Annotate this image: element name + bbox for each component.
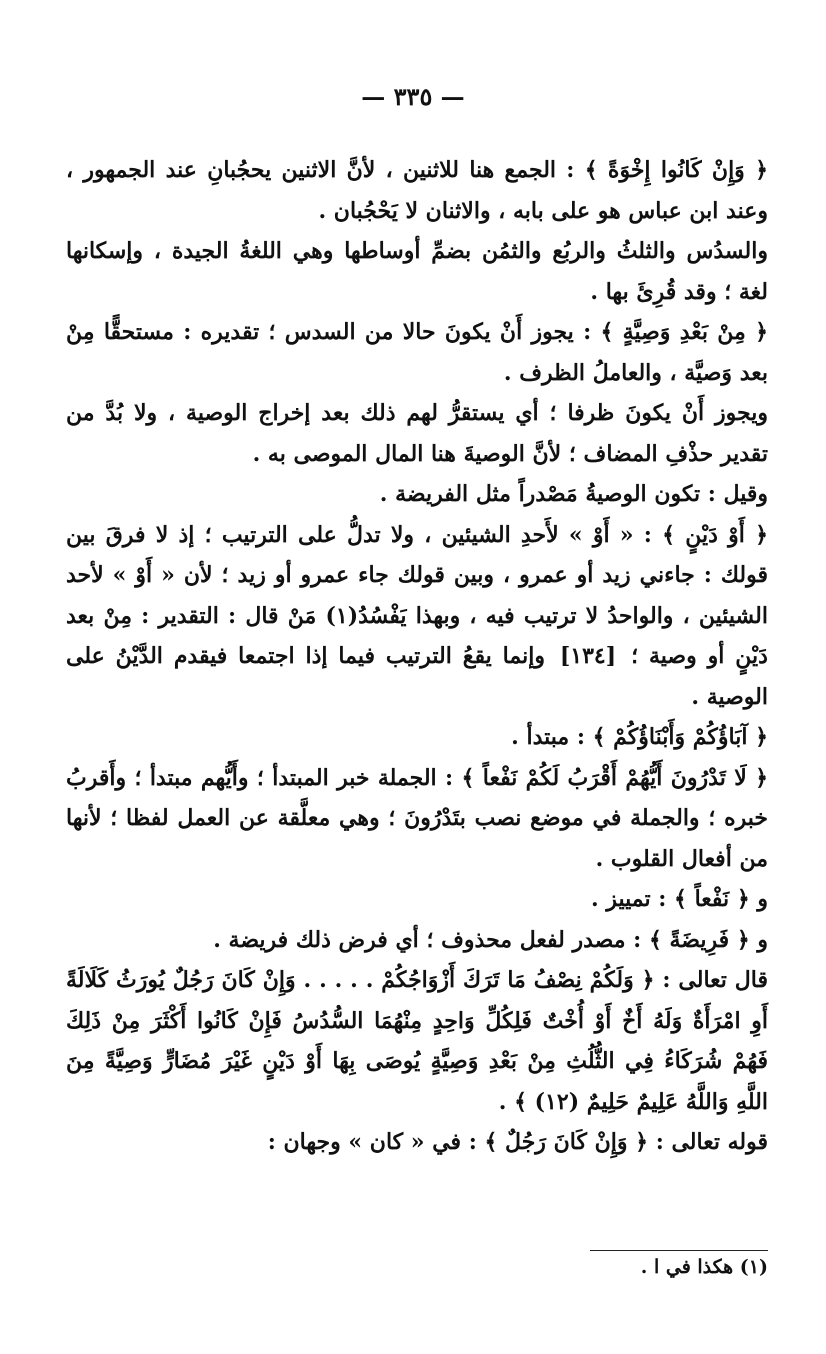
page-body	[66, 150, 768, 1163]
margin-reference: [١٣٤]	[559, 643, 617, 669]
paragraph-zarf: ويجوز أَنْ يكونَ ظرفا ؛ أي يستقرُّ لهم ذلك بعد إخراج الوصية ، ولا بُدَّ من تقدير حذْفِ المضاف ؛ لأنَّ الوصيةَ هنا المال الموصى به .	[66, 400, 768, 467]
paragraph-aw-dayn	[66, 515, 768, 718]
paragraph-wa-in-kana: قوله تعالى : ﴿ وَإِنْ كَانَ رَجُلٌ ﴾ : في « كان » وجهان :	[267, 1129, 768, 1155]
paragraph-aw-dayn-continuation: وإنما يقعُ الترتيب فيما إذا اجتمعا فيقدم الدَّيْنُ على الوصية .	[66, 643, 768, 710]
page-number: — ٣٣٥ —	[361, 82, 465, 111]
paragraph-nafan: و ﴿ نَفْعاً ﴾ : تمييز .	[591, 886, 768, 912]
paragraph-fractions: والسدُس والثلثُ والربُع والثمُن بضمِّ أوساطها وهي اللغةُ الجيدة ، وإسكانها لغة ؛ وقد قُرِئَ بها .	[66, 238, 768, 305]
paragraph-farida: و ﴿ فَرِيضَةً ﴾ : مصدر لفعل محذوف ؛ أي فرض ذلك فريضة .	[213, 926, 768, 953]
paragraph-la-tadruna: ﴿ لَا تَدْرُونَ أَيُّهُمْ أَقْرَبُ لَكُمْ نَفْعاً ﴾ : الجملة خبر المبتدأ ؛ وأَيُّهم مبتدأ ؛ وأَقربُ خبره ؛ والجملة في موضع نصب بتَدْرُونَ ؛ وهي معلَّقة عن العمل لفظا ؛ لأنها من أفعال القلوب .	[66, 764, 768, 872]
paragraph-quran-verse: قال تعالى : ﴿ وَلَكُمْ نِصْفُ مَا تَرَكَ أَزْوَاجُكُمْ . . . . . وَإِنْ كَانَ رَجُلٌ يُورَثُ كَلَالَةً أَوِ امْرَأَةٌ وَلَهُ أَخٌ أَوْ أُخْتٌ فَلِكُلِّ وَاحِدٍ مِنْهُمَا السُّدُسُ فَإِنْ كَانُوا أَكْثَرَ مِنْ ذَلِكَ فَهُمْ شُرَكَاءُ فِي الثُّلُثِ مِنْ بَعْدِ وَصِيَّةٍ يُوصَى بِهَا أَوْ دَيْنٍ غَيْرَ مُضَارٍّ وَصِيَّةً مِنَ اللَّهِ وَاللَّهُ عَلِيمٌ حَلِيمٌ (١٢) ﴾ .	[66, 967, 768, 1115]
paragraph-min-bad-wasiyya: ﴿ مِنْ بَعْدِ وَصِيَّةٍ ﴾ : يجوز أَنْ يكونَ حالا من السدس ؛ تقديره : مستحقًّا مِنْ بعد وَصيَّة ، والعاملُ الظرف .	[66, 319, 768, 386]
footnote: (١) هكذا في ا .	[640, 1256, 768, 1278]
paragraph-ikhwa: ﴿ وَإِنْ كَانُوا إِخْوَةً ﴾ : الجمع هنا للاثنين ، لأنَّ الاثنين يحجُبانِ عند الجمهور ، وعند ابن عباس هو على بابه ، والاثنان لا يَحْجُبان .	[66, 157, 768, 224]
paragraph-aba-ukum: ﴿ آبَاؤُكُمْ وَأَبْنَاؤُكُمْ ﴾ : مبتدأ .	[511, 724, 768, 750]
paragraph-aw-dayn-text: ﴿ أَوْ دَيْنٍ ﴾ : « أَوْ » لأَحدِ الشيئين ، ولا تدلُّ على الترتيب ؛ إذ لا فرقَ بين قولك : جاءني زيد أو عمرو ، وبين قولك جاء عمرو أو زيد ؛ لأن « أَوْ » لأحد الشيئين ، والواحدُ لا ترتيب فيه ، وبهذا يَفْسُدُ(١) مَنْ قال : التقدير : مِنْ بعد دَيْنٍ أو وصية ؛	[66, 521, 768, 669]
footnote-divider	[590, 1250, 768, 1251]
paragraph-masdar: وقيل : تكون الوصيةُ مَصْدراً مثل الفريضة .	[379, 481, 768, 507]
